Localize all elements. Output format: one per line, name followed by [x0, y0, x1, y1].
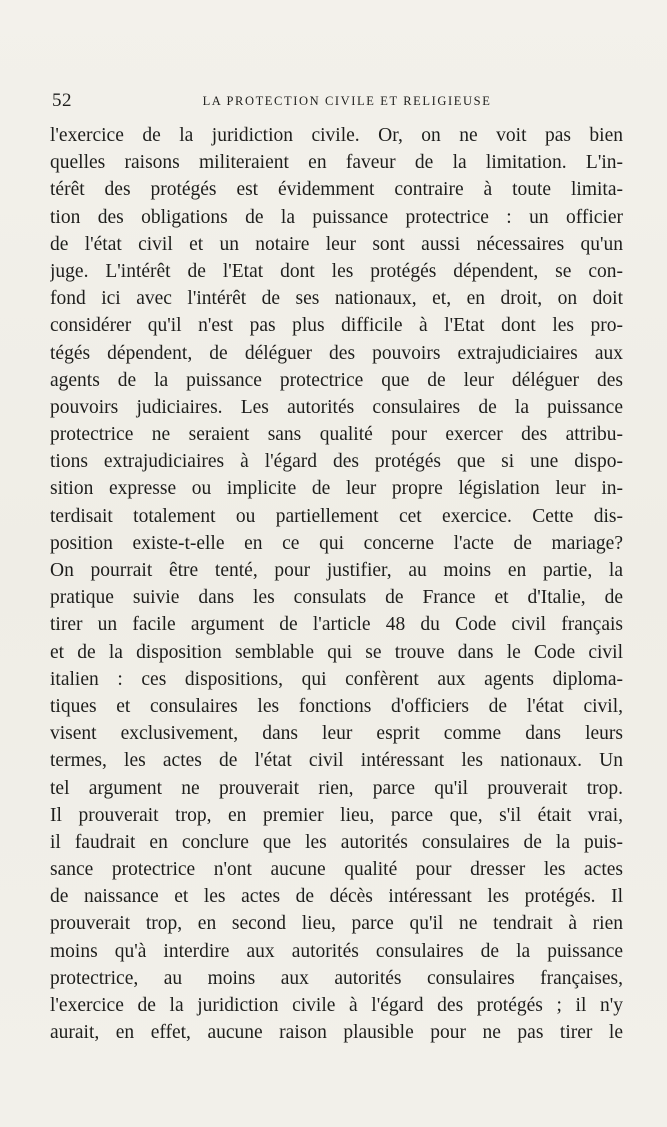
page-header — [52, 90, 622, 112]
text-line: aurait, en effet, aucune raison plausible pour ne pas tirer le — [50, 1022, 623, 1044]
text-line: de naissance et les actes de décès intéressant les protégés. Il — [50, 886, 623, 908]
text-line: italien : ces dispositions, qui confèrent aux agents diploma- — [50, 668, 623, 690]
text-line: Il prouverait trop, en premier lieu, parce que, s'il était vrai, — [50, 804, 623, 826]
text-line: l'exercice de la juridiction civile à l'égard des protégés ; il n'y — [50, 995, 623, 1016]
text-line: protectrice ne seraient sans qualité pour exercer des attribu- — [50, 424, 623, 446]
text-line: position existe-t-elle en ce qui concerne l'acte de mariage? — [50, 532, 623, 554]
text-line: tions extrajudiciaires à l'égard des protégés que si une dispo- — [50, 451, 623, 473]
text-line: tirer un facile argument de l'article 48 du Code civil français — [50, 614, 623, 636]
text-line: sance protectrice n'ont aucune qualité pour dresser les actes — [50, 859, 623, 881]
text-line: tégés dépendent, de déléguer des pouvoirs extrajudiciaires aux — [50, 342, 623, 364]
text-line: fond ici avec l'intérêt de ses nationaux, et, en droit, on doit — [50, 288, 623, 310]
text-line: considérer qu'il n'est pas plus difficile à l'Etat dont les pro- — [50, 315, 623, 337]
text-line: prouverait trop, en second lieu, parce qu'il ne tendrait à rien — [50, 913, 623, 935]
text-line: moins qu'à interdire aux autorités consulaires de la puissance — [50, 940, 623, 962]
text-line: quelles raisons militeraient en faveur de la limitation. L'in- — [50, 152, 623, 174]
text-line: juge. L'intérêt de l'Etat dont les protégés dépendent, se con- — [50, 260, 623, 282]
text-line: agents de la puissance protectrice que de leur déléguer des — [50, 369, 623, 391]
text-line: visent exclusivement, dans leur esprit comme dans leurs — [50, 723, 623, 745]
text-line: de l'état civil et un notaire leur sont aussi nécessaires qu'un — [50, 233, 623, 255]
body-text — [50, 122, 623, 1046]
text-line: tel argument ne prouverait rien, parce qu'il prouverait trop. — [50, 777, 623, 799]
text-line: tiques et consulaires les fonctions d'officiers de l'état civil, — [50, 695, 623, 717]
text-line: et de la disposition semblable qui se trouve dans le Code civil — [50, 641, 623, 663]
text-line: sition expresse ou implicite de leur propre législation leur in- — [50, 478, 623, 500]
text-line: termes, les actes de l'état civil intéressant les nationaux. Un — [50, 750, 623, 772]
page-number: 52 — [52, 90, 72, 111]
text-line: terdisait totalement ou partiellement cet exercice. Cette dis- — [50, 505, 623, 527]
text-line: pratique suivie dans les consulats de France et d'Italie, de — [50, 587, 623, 609]
text-line: On pourrait être tenté, pour justifier, au moins en partie, la — [50, 560, 623, 581]
text-line: il faudrait en conclure que les autorités consulaires de la puis- — [50, 831, 623, 853]
text-line: l'exercice de la juridiction civile. Or, on ne voit pas bien — [50, 125, 623, 146]
text-line: térêt des protégés est évidemment contraire à toute limita- — [50, 179, 623, 201]
text-line: pouvoirs judiciaires. Les autorités consulaires de la puissance — [50, 396, 623, 418]
text-line: protectrice, au moins aux autorités consulaires françaises, — [50, 967, 623, 989]
running-title: LA PROTECTION CIVILE ET RELIGIEUSE — [202, 94, 492, 108]
text-line: tion des obligations de la puissance protectrice : un officier — [50, 206, 623, 228]
